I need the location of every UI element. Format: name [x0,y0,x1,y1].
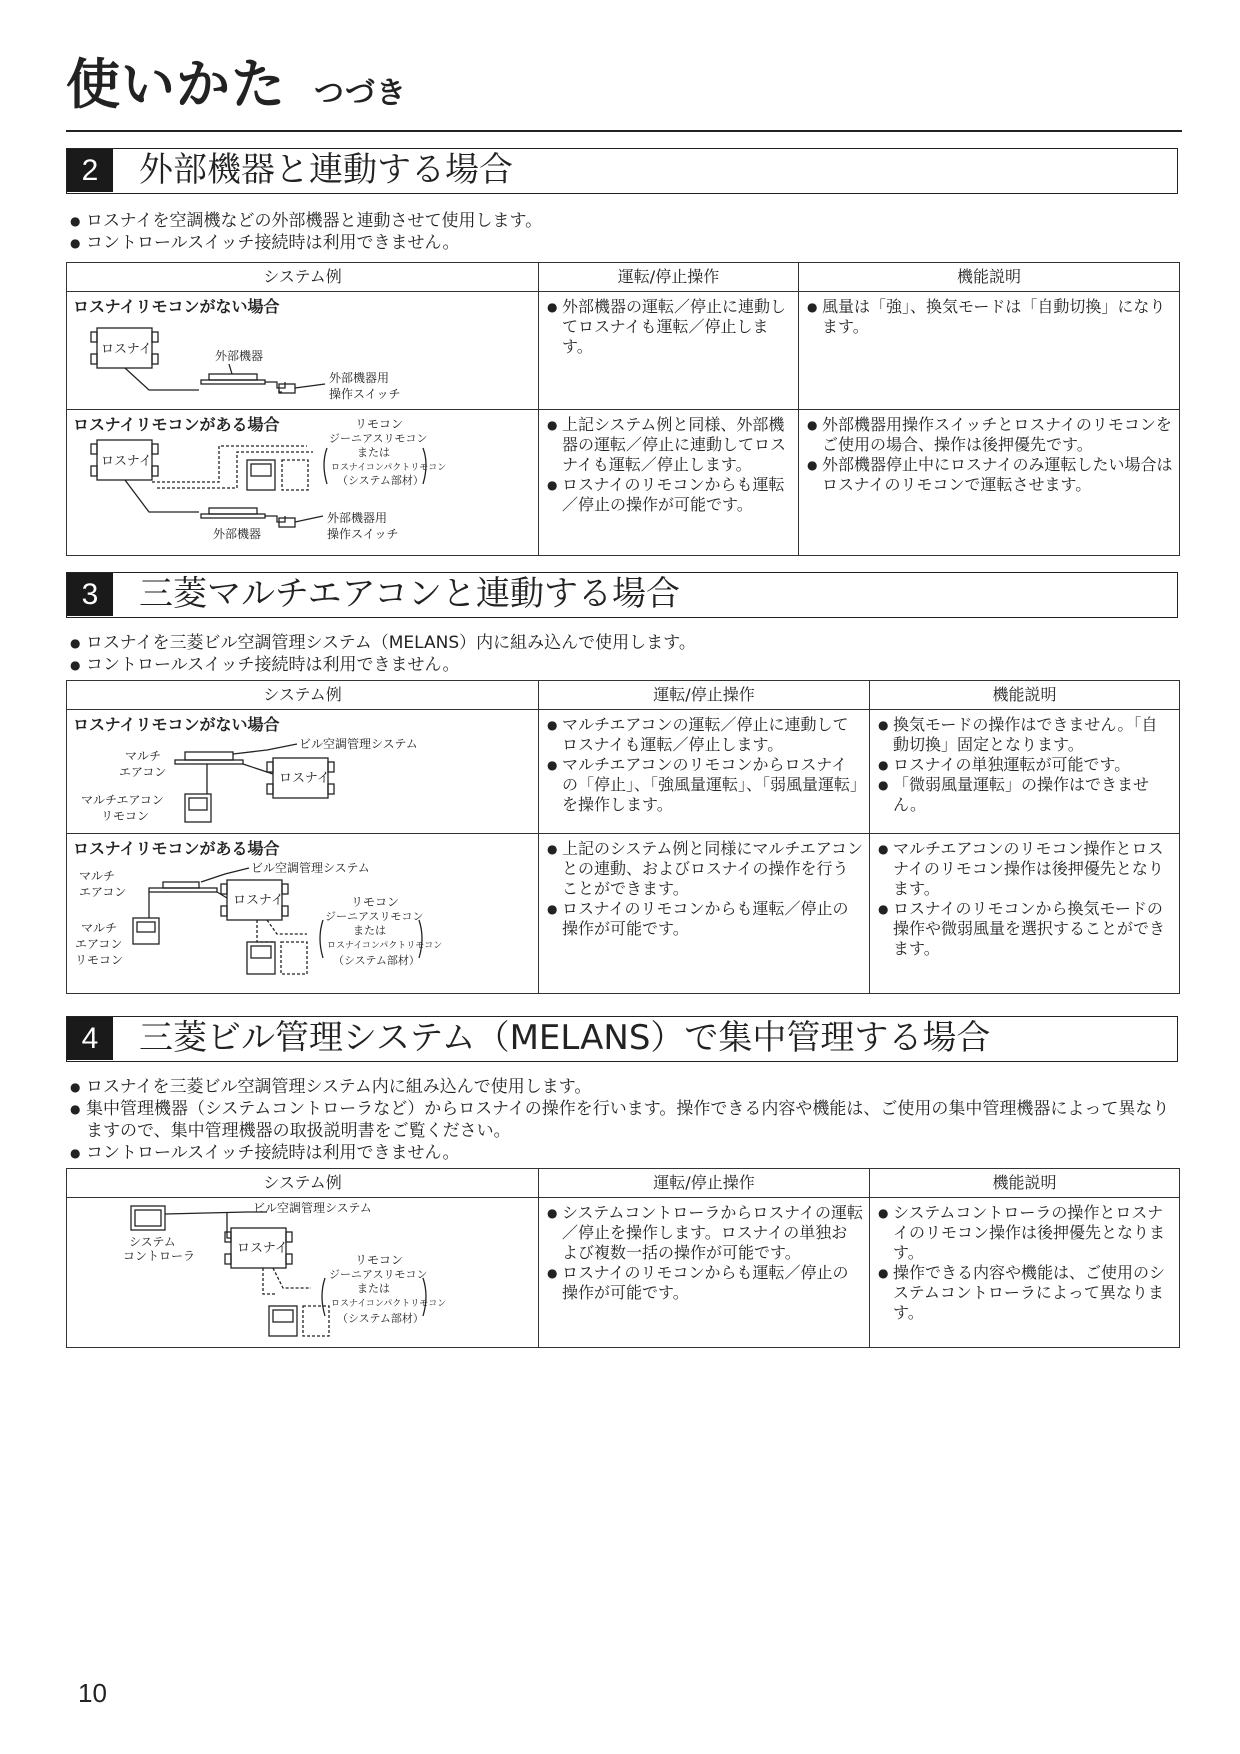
system-cell [67,292,539,410]
system-diagram [67,410,537,556]
function-cell [870,710,1180,834]
function-text: ● ロスナイの単独運転が可能です。 [876,755,1173,775]
multi-label-2: エアコン [79,885,127,899]
multi-remote-label-3: リモコン [75,953,124,967]
external-switch-label-2: 操作スイッチ [327,527,399,541]
section-2-bullets [70,210,542,254]
external-switch-label-2: 操作スイッチ [329,387,401,401]
external-switch-label-1: 外部機器用 [329,371,390,385]
system-cell [67,834,539,994]
building-system-label: ビル空調管理システム [251,861,370,875]
section-title: 三菱ビル管理システム（MELANS）で集中管理する場合 [139,1018,991,1058]
page-number: 10 [78,1678,107,1708]
function-cell [799,292,1180,410]
section-4-table [66,1168,1180,1348]
system-controller-label-1: システム [129,1235,176,1249]
operation-cell [539,292,799,410]
page-title [66,53,407,116]
multi-remote-label-2: エアコン [75,937,123,951]
remote-compact-label: ロスナイコンパクトリモコン [331,1299,447,1309]
bullet: ● コントロールスイッチ接続時は利用できません。 [70,654,696,676]
function-text: ● 「微弱風量運転」の操作はできません。 [876,775,1173,815]
system-part-label: （システム部材） [337,1312,424,1325]
or-label: または [357,1282,390,1295]
function-cell [870,834,1180,994]
function-text: ● 外部機器用操作スイッチとロスナイのリモコンをご使用の場合、操作は後押優先です。 [805,415,1173,455]
bullet: ● ロスナイを空調機などの外部機器と連動させて使用します。 [70,210,542,232]
losnay-label: ロスナイ [237,1241,288,1256]
system-diagram [67,834,537,994]
losnay-label: ロスナイ [101,454,152,469]
building-system-label: ビル空調管理システム [253,1201,372,1215]
function-text: ● マルチエアコンのリモコン操作とロスナイのリモコン操作は後押優先となります。 [876,839,1173,899]
operation-text: ● システムコントローラからロスナイの運転／停止を操作します。ロスナイの単独および複数一括の操作が可能です。 [545,1203,863,1263]
section-title: 三菱マルチエアコンと連動する場合 [139,574,680,614]
section-3-heading [66,572,1178,618]
case-title: ロスナイリモコンがある場合 [73,839,280,858]
page-title-main: 使いかた [66,53,286,116]
page-title-sub: つづき [314,76,407,111]
operation-text: ● ロスナイのリモコンからも運転／停止の操作が可能です。 [545,899,863,939]
function-text: ● 操作できる内容や機能は、ご使用のシステムコントローラによって異なります。 [876,1263,1173,1323]
col-header-system: システム例 [67,681,539,710]
system-part-label: （システム部材） [333,954,420,967]
function-text: ● 外部機器停止中にロスナイのみ運転したい場合はロスナイのリモコンで運転させます。 [805,455,1173,495]
operation-text: ● マルチエアコンのリモコンからロスナイの「停止」、「強風量運転」、「弱風量運転」を操作します。 [545,755,863,815]
col-header-function: 機能説明 [870,1169,1180,1198]
remote-compact-label: ロスナイコンパクトリモコン [327,941,443,951]
system-diagram [67,710,537,834]
building-system-label: ビル空調管理システム [299,737,418,751]
section-number: 3 [67,573,113,616]
system-part-label: （システム部材） [337,474,424,487]
remote-label: リモコン [355,417,404,431]
section-3-table [66,680,1180,994]
multi-label-1: マルチ [125,749,162,763]
title-rule [66,130,1182,132]
external-switch-label-1: 外部機器用 [327,511,388,525]
external-device-label: 外部機器 [215,349,264,363]
remote-g-label: ジーニアスリモコン [329,432,428,445]
remote-g-label: ジーニアスリモコン [329,1268,428,1281]
remote-label: リモコン [351,895,400,909]
system-cell [67,710,539,834]
operation-text: ● 上記のシステム例と同様にマルチエアコンとの連動、およびロスナイの操作を行うことができます。 [545,839,863,899]
section-4-heading [66,1016,1178,1062]
losnay-label: ロスナイ [101,342,152,357]
system-cell [67,410,539,556]
col-header-operation: 運転/停止操作 [539,263,799,292]
operation-text: ● ロスナイのリモコンからも運転／停止の操作が可能です。 [545,475,792,515]
operation-cell [539,710,870,834]
section-4-bullets [70,1076,1180,1164]
operation-cell [539,1198,870,1348]
operation-text: ● 外部機器の運転／停止に連動してロスナイも運転／停止します。 [545,297,792,357]
col-header-operation: 運転/停止操作 [539,681,870,710]
function-text: ● 換気モードの操作はできません。「自動切換」固定となります。 [876,715,1173,755]
case-title: ロスナイリモコンがない場合 [73,297,280,316]
function-text: ● 風量は「強」、換気モードは「自動切換」になります。 [805,297,1173,337]
remote-label: リモコン [355,1253,404,1267]
operation-cell [539,410,799,556]
case-title: ロスナイリモコンがある場合 [73,415,280,434]
external-device-label: 外部機器 [213,527,262,541]
function-text: ● システムコントローラの操作とロスナイのリモコン操作は後押優先となります。 [876,1203,1173,1263]
multi-remote-label-2: リモコン [101,809,150,823]
section-number: 4 [67,1017,113,1060]
function-cell [799,410,1180,556]
bullet: ● ロスナイを三菱ビル空調管理システム内に組み込んで使用します。 [70,1076,1180,1098]
multi-label-2: エアコン [119,765,167,779]
section-2-heading [66,148,1178,194]
system-diagram [67,292,537,410]
col-header-function: 機能説明 [799,263,1180,292]
section-title: 外部機器と連動する場合 [139,150,513,190]
bullet: ● ロスナイを三菱ビル空調管理システム（MELANS）内に組み込んで使用します。 [70,632,696,654]
function-text: ● ロスナイのリモコンから換気モードの操作や微弱風量を選択することができます。 [876,899,1173,959]
multi-remote-label-1: マルチエアコン [81,793,164,807]
multi-label-1: マルチ [79,869,116,883]
losnay-label: ロスナイ [233,893,284,908]
section-2-table [66,262,1180,556]
operation-cell [539,834,870,994]
or-label: または [357,446,390,459]
bullet: ● 集中管理機器（システムコントローラなど）からロスナイの操作を行います。操作できる内容や機能は、ご使用の集中管理機器によって異なりますので、集中管理機器の取扱説明書をご覧ください。 [70,1098,1180,1142]
system-controller-label-2: コントローラ [123,1249,196,1263]
col-header-system: システム例 [67,263,539,292]
or-label: または [353,924,386,937]
operation-text: ● マルチエアコンの運転／停止に連動してロスナイも運転／停止します。 [545,715,863,755]
remote-compact-label: ロスナイコンパクトリモコン [331,463,447,473]
operation-text: ● 上記システム例と同様、外部機器の運転／停止に連動してロスナイも運転／停止します。 [545,415,792,475]
remote-g-label: ジーニアスリモコン [325,910,424,923]
col-header-function: 機能説明 [870,681,1180,710]
section-3-bullets [70,632,696,676]
bullet: ● コントロールスイッチ接続時は利用できません。 [70,232,542,254]
losnay-label: ロスナイ [279,771,330,786]
multi-remote-label-1: マルチ [81,921,118,935]
system-diagram [67,1198,537,1348]
section-number: 2 [67,149,113,192]
case-title: ロスナイリモコンがない場合 [73,715,280,734]
function-cell [870,1198,1180,1348]
col-header-system: システム例 [67,1169,539,1198]
operation-text: ● ロスナイのリモコンからも運転／停止の操作が可能です。 [545,1263,863,1303]
col-header-operation: 運転/停止操作 [539,1169,870,1198]
bullet: ● コントロールスイッチ接続時は利用できません。 [70,1142,1180,1164]
system-cell [67,1198,539,1348]
